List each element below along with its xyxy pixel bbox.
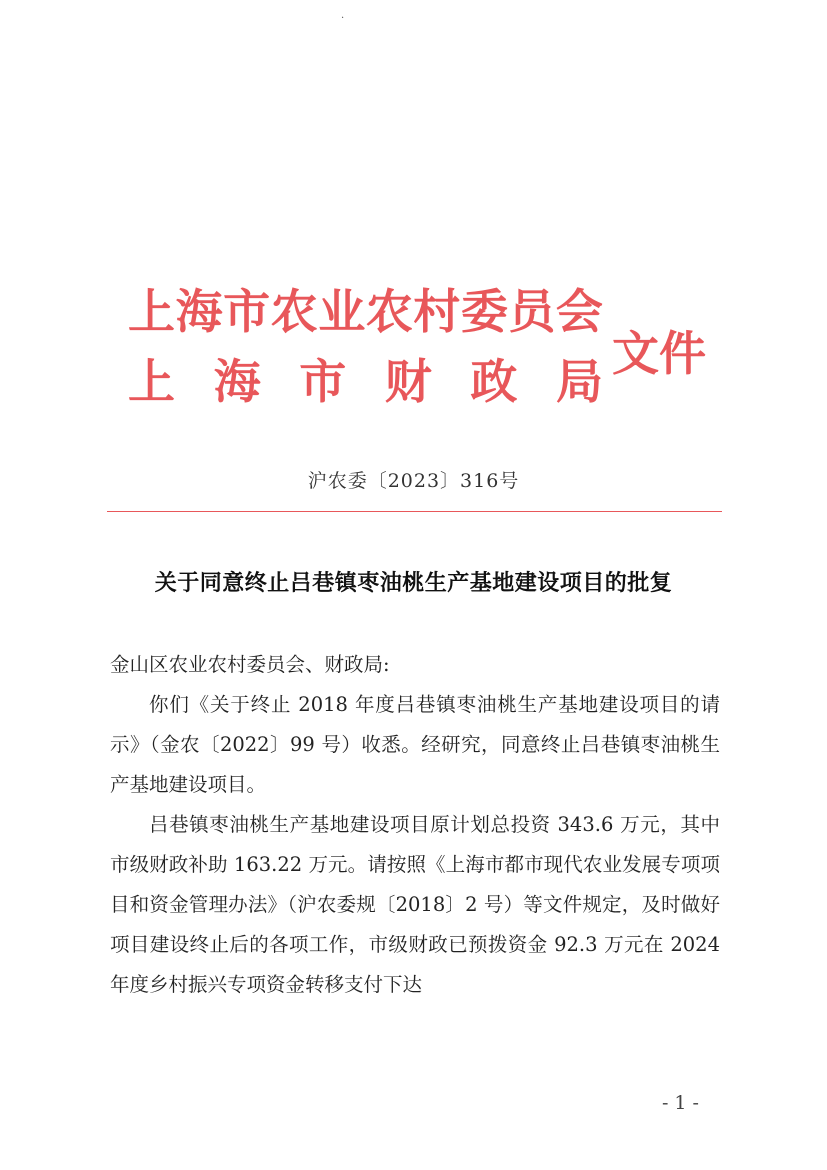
recipient-line: 金山区农业农村委员会、财政局: — [110, 653, 390, 676]
issuer-char: 上 — [128, 285, 175, 340]
issuer-char: 市 — [299, 355, 347, 410]
document-title: 关于同意终止吕巷镇枣油桃生产基地建设项目的批复 — [154, 571, 673, 596]
issuer-char: 委 — [460, 285, 508, 340]
issuer-char: 农 — [270, 285, 318, 340]
red-divider — [107, 511, 722, 512]
issuer-char: 市 — [223, 285, 271, 340]
document-number: 沪农委〔2023〕316号 — [307, 470, 520, 492]
issuer-char: 村 — [413, 285, 461, 340]
issuer-char: 海 — [175, 285, 223, 340]
header-dot: . — [341, 10, 345, 21]
issuer-line-2 — [128, 353, 603, 413]
issuer-char: 政 — [470, 355, 518, 410]
issuer-char: 会 — [555, 285, 603, 340]
issuer-char: 上 — [128, 355, 175, 410]
issuer-char: 局 — [555, 355, 603, 410]
issuer-char: 员 — [508, 285, 556, 340]
document-body — [110, 645, 720, 1005]
issuer-char: 业 — [318, 285, 366, 340]
issuer-line-1 — [128, 283, 603, 343]
issuer-char: 海 — [213, 355, 261, 410]
document-label: 文件 — [612, 327, 706, 382]
body-paragraph: 吕巷镇枣油桃生产基地建设项目原计划总投资 343.6 万元，其中市级财政补助 163.22 万元。请按照《上海市都市现代农业发展专项项目和资金管理办法》（沪农委规〔2018〕2 号）等文件规定，及时做好项目建设终止后的各项工作，市级财政已预拨资金 92.3 万元在 2024 年度乡村振兴专项资金转移支付下达 — [110, 813, 720, 996]
body-paragraph: 你们《关于终止 2018 年度吕巷镇枣油桃生产基地建设项目的请示》（金农〔2022〕99 号）收悉。经研究，同意终止吕巷镇枣油桃生产基地建设项目。 — [110, 693, 720, 796]
page-number: -1- — [662, 1092, 705, 1114]
issuer-char: 农 — [365, 285, 413, 340]
issuer-char: 财 — [384, 355, 432, 410]
